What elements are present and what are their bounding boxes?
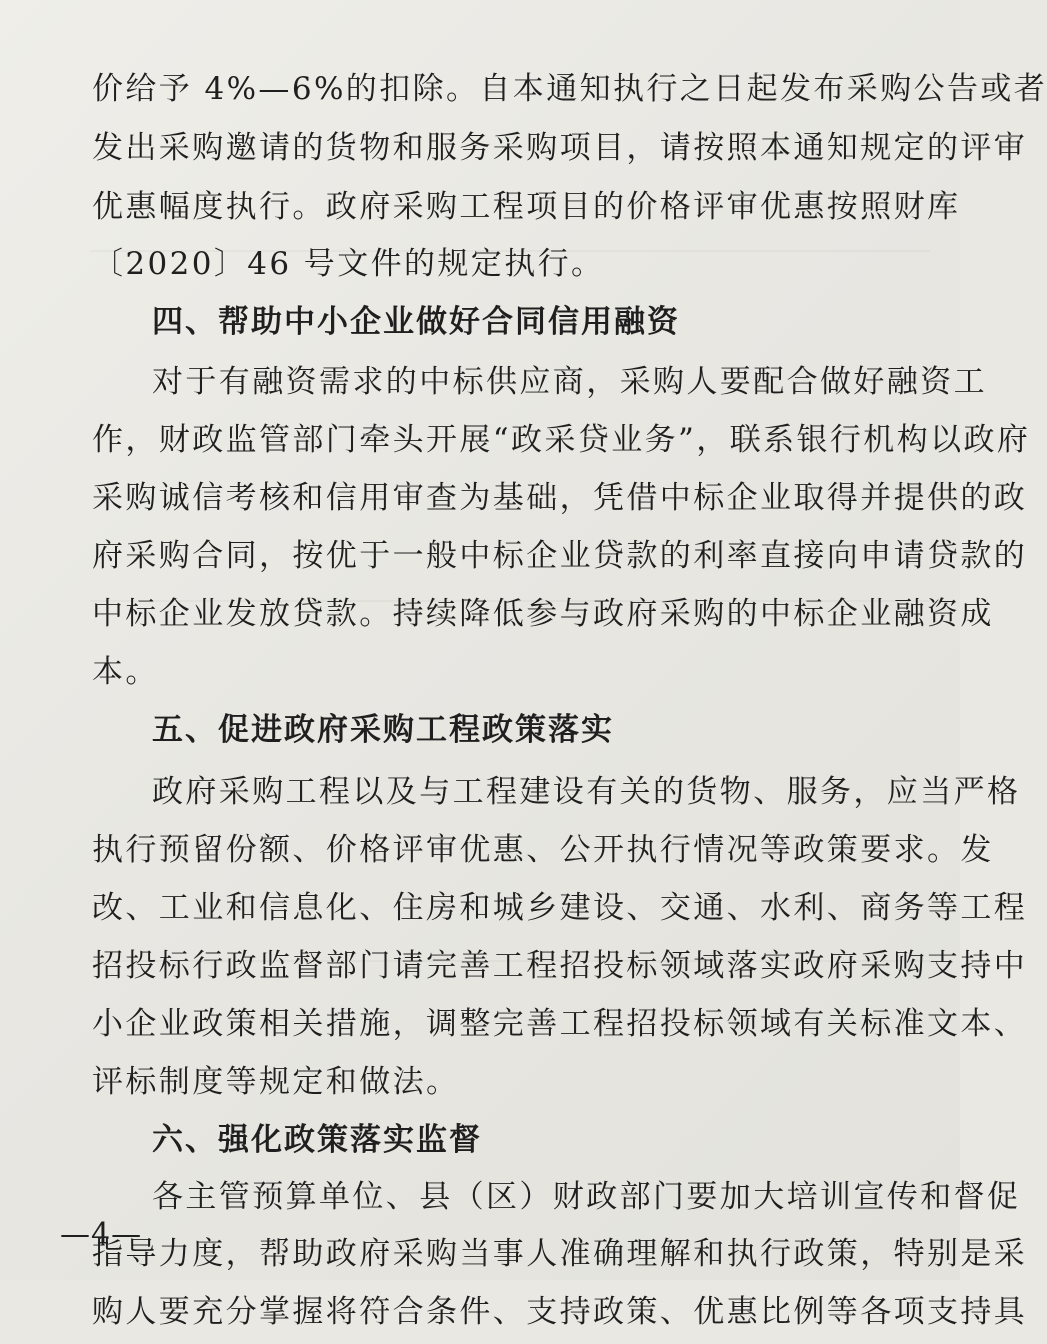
body-line: 各主管预算单位、县（区）财政部门要加大培训宣传和督促 (152, 1179, 1021, 1215)
body-line: 府采购合同，按优于一般中标企业贷款的利率直接向申请贷款的 (92, 538, 1028, 574)
body-line: 政府采购工程以及与工程建设有关的货物、服务，应当严格 (152, 774, 1021, 810)
body-line: 指导力度，帮助政府采购当事人准确理解和执行政策，特别是采 (92, 1236, 1028, 1272)
body-line: 采购诚信考核和信用审查为基础，凭借中标企业取得并提供的政 (92, 480, 1028, 516)
body-line: 购人要充分掌握将符合条件、支持政策、优惠比例等各项支持具 (92, 1294, 1028, 1330)
body-line: 作，财政监管部门牵头开展“政采贷业务”，联系银行机构以政府 (92, 422, 1031, 458)
page-number: —4— (60, 1217, 143, 1252)
section-heading-4: 四、帮助中小企业做好合同信用融资 (152, 304, 680, 340)
body-line: 优惠幅度执行。政府采购工程项目的价格评审优惠按照财库 (92, 189, 961, 225)
section-heading-6: 六、强化政策落实监督 (152, 1122, 482, 1158)
body-line: 〔2020〕46 号文件的规定执行。 (92, 246, 605, 282)
body-line: 中标企业发放贷款。持续降低参与政府采购的中标企业融资成 (92, 596, 994, 632)
body-line: 对于有融资需求的中标供应商，采购人要配合做好融资工 (152, 364, 987, 400)
body-line: 本。 (92, 654, 159, 690)
body-line: 价给予 4%—6%的扣除。自本通知执行之日起发布采购公告或者 (92, 71, 1047, 107)
section-heading-5: 五、促进政府采购工程政策落实 (152, 712, 614, 748)
body-line: 发出采购邀请的货物和服务采购项目，请按照本通知规定的评审 (92, 130, 1028, 166)
body-line: 招投标行政监督部门请完善工程招投标领域落实政府采购支持中 (92, 948, 1028, 984)
body-line: 改、工业和信息化、住房和城乡建设、交通、水利、商务等工程 (92, 890, 1028, 926)
body-line: 评标制度等规定和做法。 (92, 1064, 460, 1100)
body-line: 小企业政策相关措施，调整完善工程招投标领域有关标准文本、 (92, 1006, 1028, 1042)
body-line: 执行预留份额、价格评审优惠、公开执行情况等政策要求。发 (92, 832, 994, 868)
